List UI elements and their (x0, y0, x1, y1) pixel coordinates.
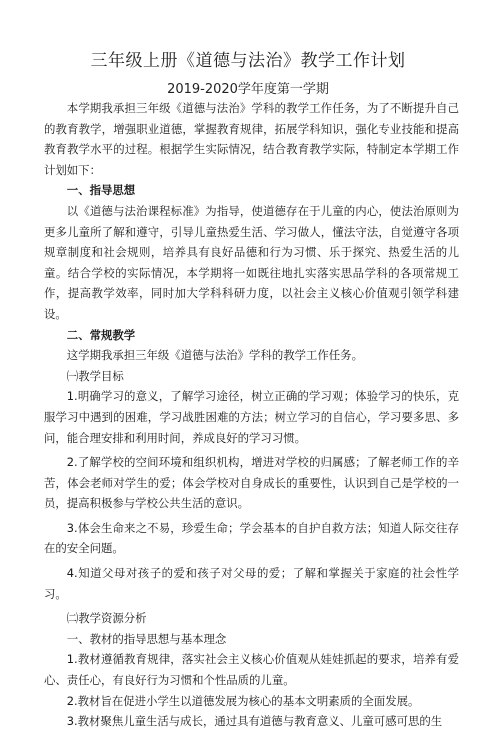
document-title: 三年级上册《道德与法治》教学工作计划 (90, 51, 406, 71)
goal-item-1: 1.明确学习的意义，了解学习途径，树立正确的学习观；体验学习的快乐，克服学习中遇到的困难，学习战胜困难的方法；树立学习的自信心，学习要多思、多问，能合理安排和利用时间，养成良好的学习习惯。 (44, 389, 459, 445)
goal-item-2: 2.了解学校的空间环境和组织机构，增进对学校的归属感；了解老师工作的辛苦，体会老师对学生的爱；体会学校对自身成长的重要性，认识到自己是学校的一员，提高积极参与学校公共生活的意识。 (44, 455, 459, 511)
section-heading-regular-teaching: 二、常规教学 (66, 327, 136, 342)
document-body (44, 98, 459, 732)
goal-item-4: 4.知道父母对孩子的爱和孩子对父母的爱；了解和掌握关于家庭的社会性学习。 (44, 566, 459, 601)
resource-item-3: 3.教材聚焦儿童生活与成长，通过具有道德与教育意义、儿童可感可思的生 (66, 714, 443, 729)
resources-subheading: 一、教材的指导思想与基本理念 (66, 631, 227, 646)
document-subtitle: 2019-2020学年度第一学期 (167, 82, 329, 97)
subsection-heading-resources: ㈡教学资源分析 (66, 611, 147, 626)
resource-item-1: 1.教材遵循教育规律，落实社会主义核心价值观从娃娃抓起的要求，培养有爱心、责任心，有良好行为习惯和个性品质的儿童。 (44, 652, 459, 688)
guiding-thought-paragraph: 以《道德与法治课程标准》为指导，使道德存在于儿童的内心，使法治原则为更多儿童所了解和遵守，引导儿童热爱生活、学习做人，懂法守法，自觉遵守各项规章制度和社会规则，培养具有良好品德和行为习惯、乐于探究、热爱生活的儿童。结合学校的实际情况，本学期将一如既往地扎实落实思品学科的各项常规工作，提高教学效率，同时加大学科科研力度，以社会主义核心价值观引领学科建设。 (44, 203, 459, 321)
regular-teaching-paragraph: 这学期我承担三年级《道德与法治》学科的教学工作任务。 (66, 348, 363, 363)
section-heading-guiding-thought: 一、指导思想 (66, 183, 136, 198)
resource-item-2: 2.教材旨在促进小学生以道德发展为核心的基本文明素质的全面发展。 (66, 693, 420, 708)
subsection-heading-teaching-goals: ㈠教学目标 (66, 368, 124, 383)
goal-item-3: 3.体会生命来之不易，珍爱生命；学会基本的自护自救方法；知道人际交往存在的安全问题。 (44, 520, 459, 556)
intro-paragraph: 本学期我承担三年级《道德与法治》学科的教学工作任务，为了不断提升自己的教育教学，增强职业道德，掌握教育规律，拓展学科知识，强化专业技能和提高教育教学水平的过程。根据学生实际情况，结合教育教学实际，特制定本学期工作计划如下： (44, 101, 459, 177)
